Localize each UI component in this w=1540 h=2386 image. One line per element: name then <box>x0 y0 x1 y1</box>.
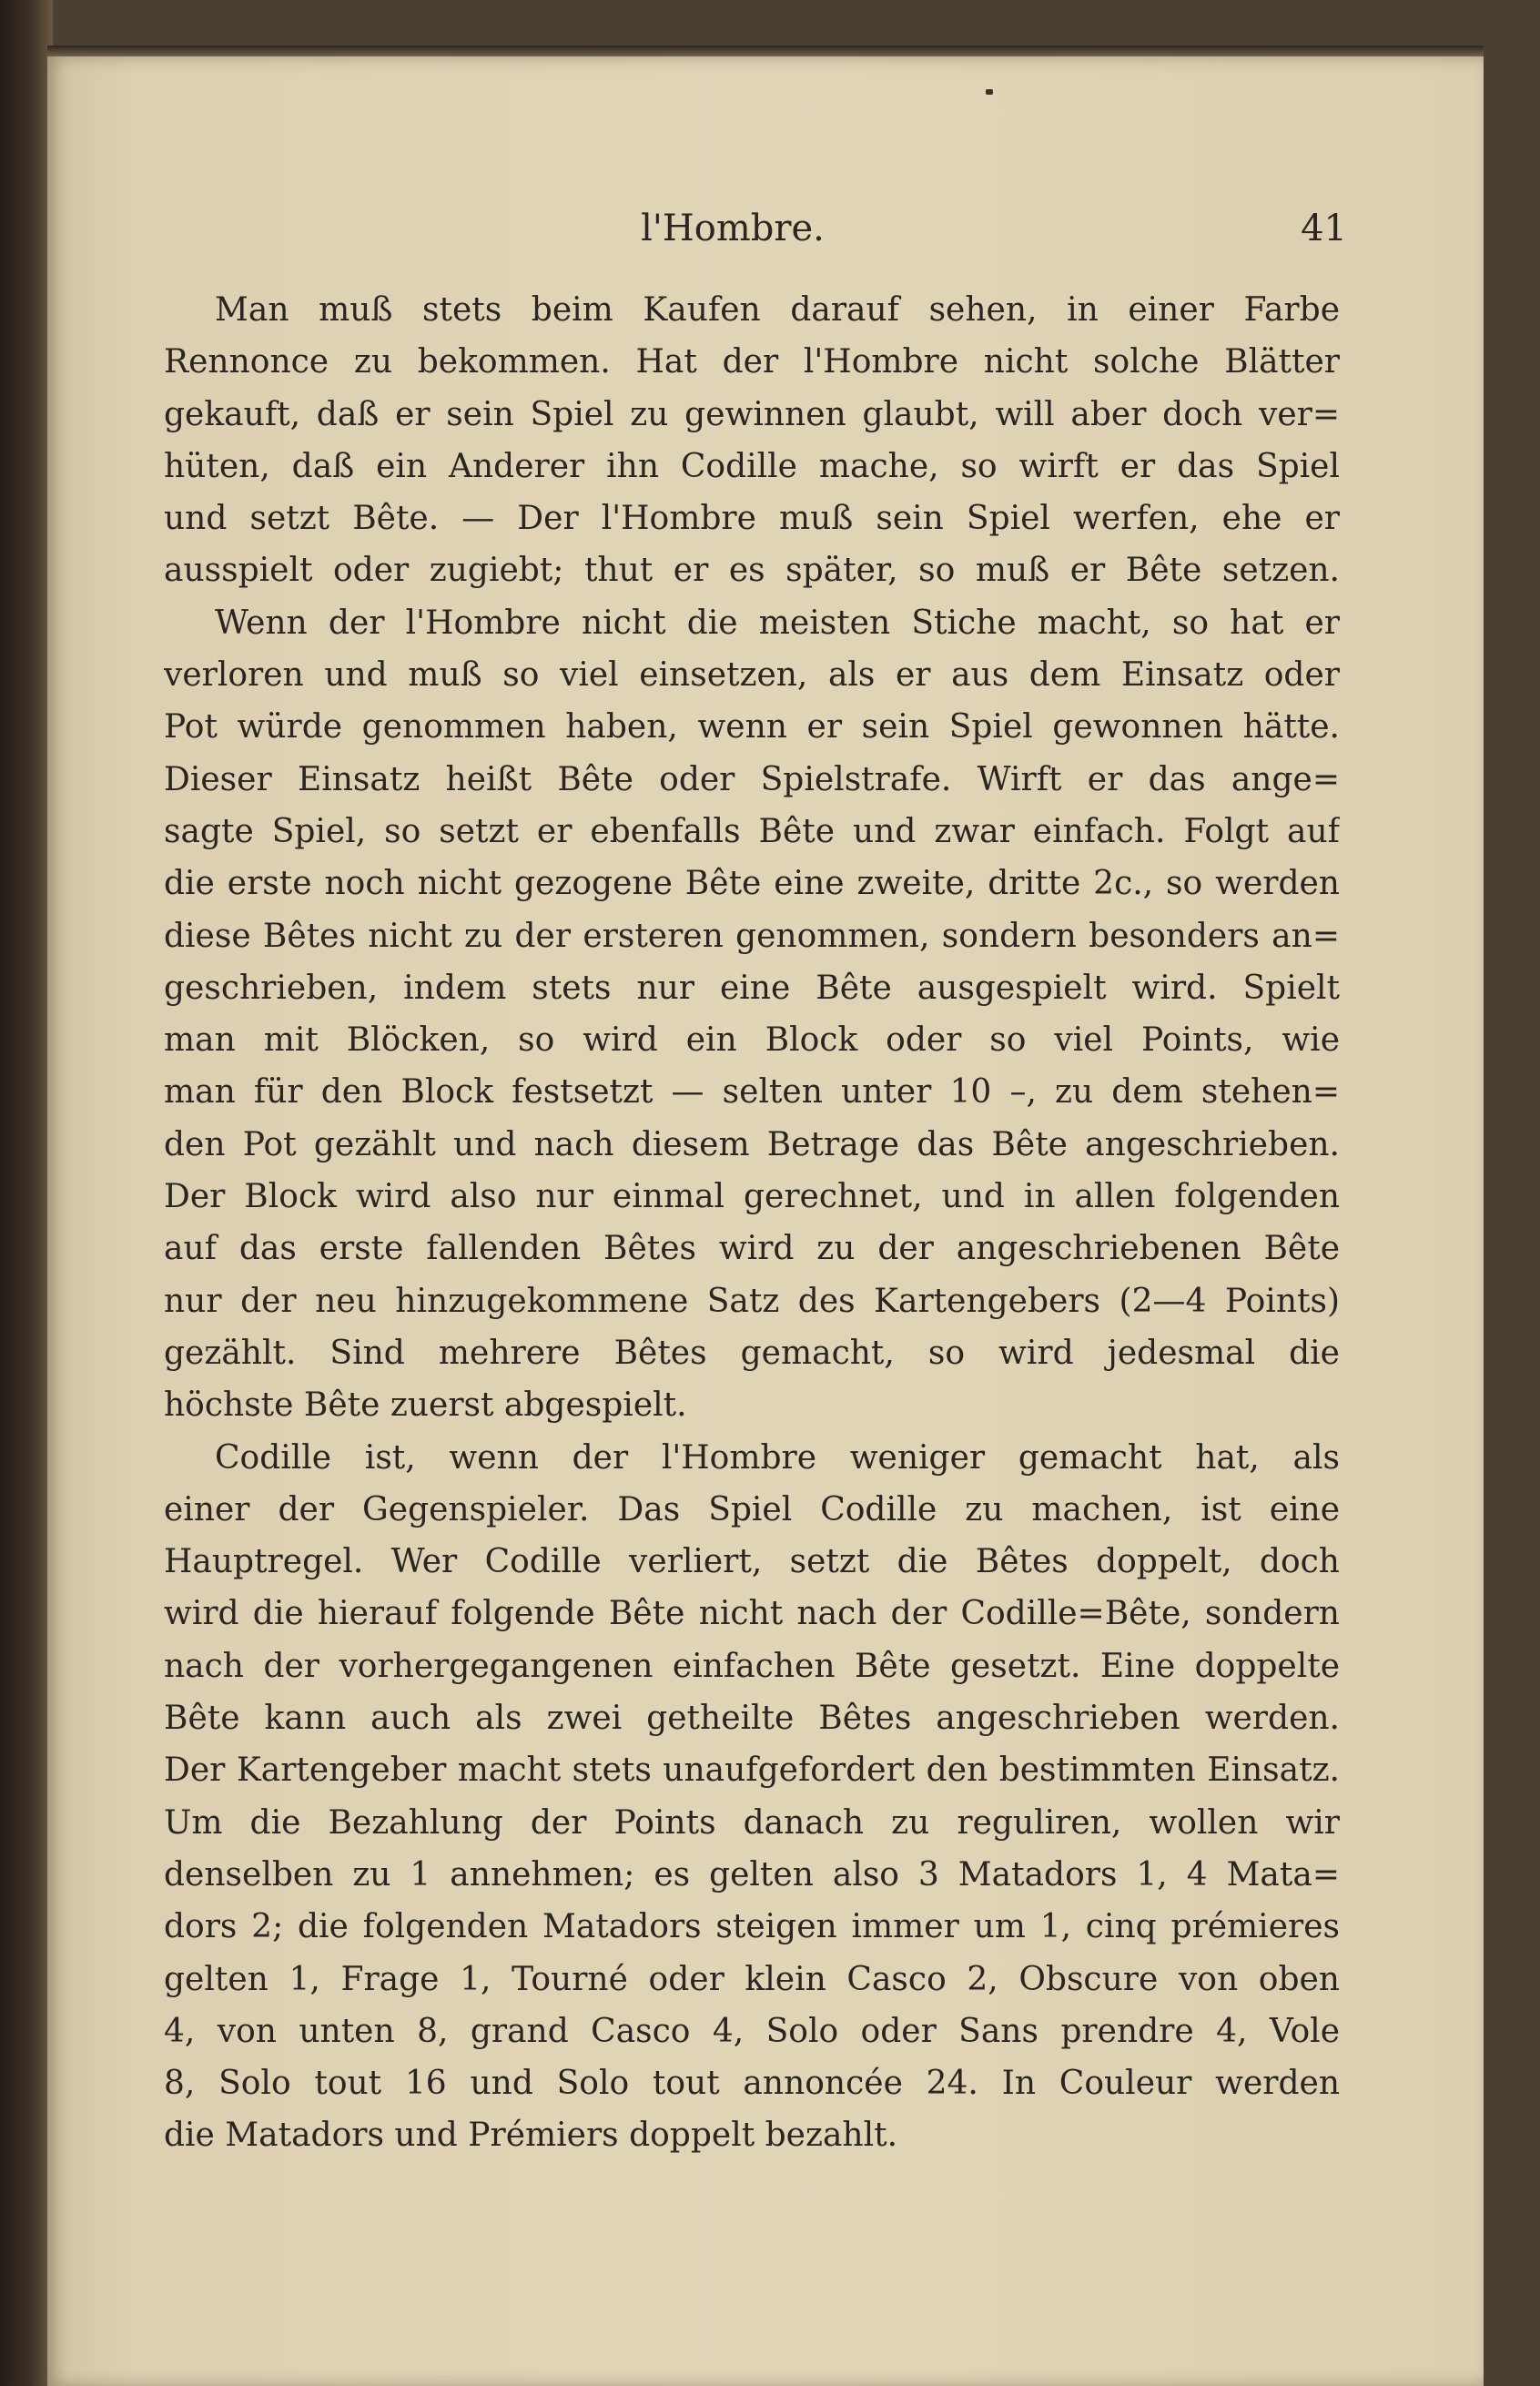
text-line: Codille ist, wenn der l'Hombre weniger gemacht hat, als <box>215 1438 1340 1477</box>
text-line: einer der Gegenspieler. Das Spiel Codille zu machen, ist eine <box>164 1490 1340 1528</box>
text-line: Pot würde genommen haben, wenn er sein Spiel gewonnen hätte. <box>164 708 1340 746</box>
text-line: wird die hierauf folgende Bête nicht nach der Codille=Bête, sondern <box>164 1595 1340 1633</box>
text-line: die erste noch nicht gezogene Bête eine zweite, dritte 2c., so werden <box>164 865 1340 903</box>
text-line: sagte Spiel, so setzt er ebenfalls Bête und zwar einfach. Folgt auf <box>164 812 1340 850</box>
text-line: die Matadors und Prémiers doppelt bezahlt. <box>164 2117 898 2155</box>
text-line: gezählt. Sind mehrere Bêtes gemacht, so wird jedesmal die <box>164 1334 1340 1372</box>
text-line: auf das erste fallenden Bêtes wird zu der angeschriebenen Bête <box>164 1230 1340 1268</box>
ink-speck <box>986 89 993 95</box>
text-line: gekauft, daß er sein Spiel zu gewinnen glaubt, will aber doch ver= <box>164 395 1340 433</box>
text-line: man mit Blöcken, so wird ein Block oder so viel Points, wie <box>164 1021 1340 1060</box>
text-line: denselben zu 1 annehmen; es gelten also 3 Matadors 1, 4 Mata= <box>164 1855 1340 1894</box>
text-line: ausspielt oder zugiebt; thut er es später, so muß er Bête setzen. <box>164 552 1340 590</box>
text-line: 8, Solo tout 16 und Solo tout annoncée 24. In Couleur werden <box>164 2065 1340 2103</box>
text-line: Der Block wird also nur einmal gerechnet, und in allen folgenden <box>164 1178 1340 1216</box>
text-line: nach der vorhergegangenen einfachen Bête gesetzt. Eine doppelte <box>164 1647 1340 1685</box>
text-line: und setzt Bête. — Der l'Hombre muß sein Spiel werfen, ehe er <box>164 500 1340 538</box>
text-line: hüten, daß ein Anderer ihn Codille mache, so wirft er das Spiel <box>164 447 1340 485</box>
text-line: Hauptregel. Wer Codille verliert, setzt die Bêtes doppelt, doch <box>164 1543 1340 1581</box>
text-line: 4, von unten 8, grand Casco 4, Solo oder Sans prendre 4, Vole <box>164 2012 1340 2050</box>
text-line: Dieser Einsatz heißt Bête oder Spielstrafe. Wirft er das ange= <box>164 760 1340 798</box>
text-line: Man muß stets beim Kaufen darauf sehen, in einer Farbe <box>215 291 1340 329</box>
text-line: Wenn der l'Hombre nicht die meisten Stiche macht, so hat er <box>215 604 1340 642</box>
text-line: Um die Bezahlung der Points danach zu reguliren, wollen wir <box>164 1803 1340 1842</box>
book-binding <box>0 0 53 2386</box>
page-number: 41 <box>1301 208 1347 249</box>
text-line: gelten 1, Frage 1, Tourné oder klein Casco 2, Obscure von oben <box>164 1960 1340 1998</box>
text-line: dors 2; die folgenden Matadors steigen immer um 1, cinq prémieres <box>164 1908 1340 1946</box>
text-line: Bête kann auch als zwei getheilte Bêtes angeschrieben werden. <box>164 1700 1340 1738</box>
page-header <box>118 208 1347 262</box>
text-line: verloren und muß so viel einsetzen, als er aus dem Einsatz oder <box>164 656 1340 695</box>
text-line: geschrieben, indem stets nur eine Bête ausgespielt wird. Spielt <box>164 969 1340 1007</box>
text-line: Der Kartengeber macht stets unaufgefordert den bestimmten Einsatz. <box>164 1751 1340 1790</box>
text-line: den Pot gezählt und nach diesem Betrage das Bête angeschrieben. <box>164 1125 1340 1163</box>
text-line: Rennonce zu bekommen. Hat der l'Hombre nicht solche Blätter <box>164 343 1340 381</box>
running-head: l'Hombre. <box>641 208 825 249</box>
text-line: diese Bêtes nicht zu der ersteren genommen, sondern besonders an= <box>164 917 1340 955</box>
text-line: nur der neu hinzugekommene Satz des Kartengebers (2—4 Points) <box>164 1282 1340 1320</box>
text-line: höchste Bête zuerst abgespielt. <box>164 1386 687 1425</box>
body-text <box>164 284 1340 2162</box>
text-line: man für den Block festsetzt — selten unter 10 –, zu dem stehen= <box>164 1073 1340 1112</box>
